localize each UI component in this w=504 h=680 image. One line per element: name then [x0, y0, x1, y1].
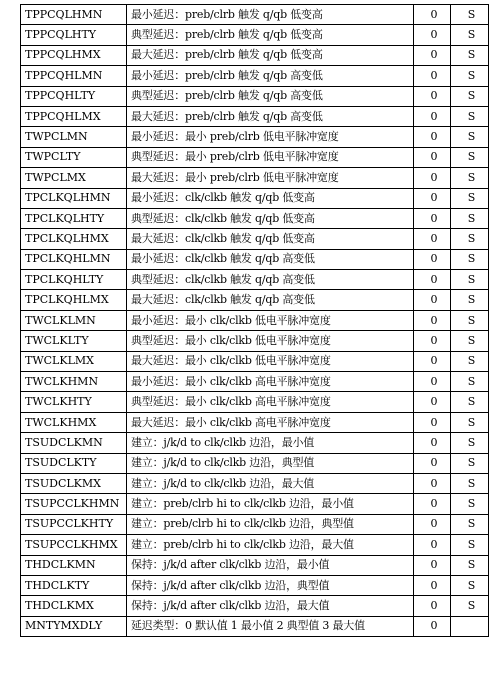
parameter-default-cell: 0 [414, 331, 451, 351]
parameter-type-cell: S [451, 514, 489, 534]
table-row [21, 575, 489, 595]
parameter-name-cell: TWCLKLTY [21, 331, 127, 351]
table-row [21, 535, 489, 555]
parameter-description-cell: 最小延迟：preb/clrb 触发 q/qb 高变低 [127, 66, 414, 86]
table-row [21, 473, 489, 493]
parameter-description-cell: 建立：preb/clrb hi to clk/clkb 边沿，最小值 [127, 494, 414, 514]
parameter-description-cell: 最大延迟：最小 preb/clrb 低电平脉冲宽度 [127, 168, 414, 188]
parameter-name-cell: TPPCQHLTY [21, 86, 127, 106]
parameter-name-cell: THDCLKMX [21, 596, 127, 616]
parameter-type-cell: S [451, 575, 489, 595]
table-row [21, 106, 489, 126]
parameter-name-cell: TWCLKHMN [21, 372, 127, 392]
parameter-default-cell: 0 [414, 310, 451, 330]
parameter-description-cell: 最大延迟：preb/clrb 触发 q/qb 低变高 [127, 45, 414, 65]
parameter-default-cell: 0 [414, 106, 451, 126]
table-row [21, 127, 489, 147]
parameter-name-cell: TWCLKLMN [21, 310, 127, 330]
parameter-type-cell: S [451, 86, 489, 106]
table-row [21, 514, 489, 534]
parameter-type-cell: S [451, 555, 489, 575]
parameter-default-cell: 0 [414, 616, 451, 636]
parameter-description-cell: 建立：j/k/d to clk/clkb 边沿，最小值 [127, 433, 414, 453]
parameter-default-cell: 0 [414, 45, 451, 65]
parameter-description-cell: 典型延迟：最小 clk/clkb 高电平脉冲宽度 [127, 392, 414, 412]
table-row [21, 147, 489, 167]
parameter-description-cell: 最小延迟：preb/clrb 触发 q/qb 低变高 [127, 5, 414, 25]
parameter-default-cell: 0 [414, 575, 451, 595]
parameter-name-cell: TWPCLTY [21, 147, 127, 167]
parameter-description-cell: 典型延迟：clk/clkb 触发 q/qb 低变高 [127, 208, 414, 228]
parameter-name-cell: TPPCQHLMX [21, 106, 127, 126]
table-row [21, 351, 489, 371]
table-row [21, 168, 489, 188]
parameter-description-cell: 最大延迟：最小 clk/clkb 低电平脉冲宽度 [127, 351, 414, 371]
table-row [21, 433, 489, 453]
parameter-type-cell: S [451, 372, 489, 392]
parameter-type-cell: S [451, 310, 489, 330]
table-row [21, 229, 489, 249]
parameter-default-cell: 0 [414, 494, 451, 514]
parameter-type-cell: S [451, 66, 489, 86]
parameter-description-cell: 建立：j/k/d to clk/clkb 边沿，典型值 [127, 453, 414, 473]
table-row [21, 5, 489, 25]
parameter-default-cell: 0 [414, 535, 451, 555]
parameter-name-cell: TWCLKLMX [21, 351, 127, 371]
parameter-name-cell: TSUDCLKMX [21, 473, 127, 493]
parameter-name-cell: TSUDCLKMN [21, 433, 127, 453]
parameter-description-cell: 建立：j/k/d to clk/clkb 边沿，最大值 [127, 473, 414, 493]
parameter-type-cell: S [451, 188, 489, 208]
table-row [21, 392, 489, 412]
parameter-description-cell: 最小延迟：最小 clk/clkb 低电平脉冲宽度 [127, 310, 414, 330]
table-row [21, 86, 489, 106]
parameter-default-cell: 0 [414, 86, 451, 106]
parameter-type-cell: S [451, 331, 489, 351]
parameter-default-cell: 0 [414, 188, 451, 208]
parameter-description-cell: 典型延迟：clk/clkb 触发 q/qb 高变低 [127, 270, 414, 290]
parameter-type-cell: S [451, 596, 489, 616]
parameter-default-cell: 0 [414, 392, 451, 412]
parameter-type-cell: S [451, 5, 489, 25]
table-row [21, 494, 489, 514]
parameter-type-cell: S [451, 453, 489, 473]
parameter-name-cell: TPCLKQHLTY [21, 270, 127, 290]
parameter-type-cell: S [451, 147, 489, 167]
parameter-name-cell: TPCLKQLHTY [21, 208, 127, 228]
parameter-default-cell: 0 [414, 555, 451, 575]
table-row [21, 45, 489, 65]
parameter-type-cell: S [451, 208, 489, 228]
parameter-name-cell: TWCLKHMX [21, 412, 127, 432]
parameter-name-cell: TPPCQLHMN [21, 5, 127, 25]
parameter-name-cell: TSUDCLKTY [21, 453, 127, 473]
parameter-table [20, 4, 489, 637]
parameter-default-cell: 0 [414, 147, 451, 167]
parameter-description-cell: 保持：j/k/d after clk/clkb 边沿，最大值 [127, 596, 414, 616]
parameter-name-cell: TSUPCCLKHMX [21, 535, 127, 555]
parameter-default-cell: 0 [414, 208, 451, 228]
parameter-default-cell: 0 [414, 168, 451, 188]
parameter-type-cell: S [451, 127, 489, 147]
table-row [21, 555, 489, 575]
parameter-type-cell: S [451, 412, 489, 432]
parameter-type-cell: S [451, 535, 489, 555]
parameter-default-cell: 0 [414, 5, 451, 25]
parameter-description-cell: 建立：preb/clrb hi to clk/clkb 边沿，最大值 [127, 535, 414, 555]
parameter-type-cell: S [451, 168, 489, 188]
parameter-table-body [21, 5, 489, 637]
parameter-default-cell: 0 [414, 453, 451, 473]
parameter-name-cell: TPPCQHLMN [21, 66, 127, 86]
parameter-description-cell: 最大延迟：clk/clkb 触发 q/qb 高变低 [127, 290, 414, 310]
table-row [21, 188, 489, 208]
parameter-default-cell: 0 [414, 433, 451, 453]
parameter-type-cell: S [451, 290, 489, 310]
parameter-type-cell [451, 616, 489, 636]
table-row [21, 412, 489, 432]
parameter-default-cell: 0 [414, 514, 451, 534]
parameter-type-cell: S [451, 249, 489, 269]
table-row [21, 596, 489, 616]
parameter-description-cell: 典型延迟：最小 clk/clkb 低电平脉冲宽度 [127, 331, 414, 351]
parameter-default-cell: 0 [414, 290, 451, 310]
parameter-description-cell: 建立：preb/clrb hi to clk/clkb 边沿，典型值 [127, 514, 414, 534]
parameter-name-cell: THDCLKTY [21, 575, 127, 595]
parameter-type-cell: S [451, 433, 489, 453]
parameter-type-cell: S [451, 473, 489, 493]
document-page [20, 4, 488, 637]
table-row [21, 249, 489, 269]
parameter-description-cell: 典型延迟：preb/clrb 触发 q/qb 高变低 [127, 86, 414, 106]
parameter-description-cell: 最小延迟：clk/clkb 触发 q/qb 低变高 [127, 188, 414, 208]
parameter-description-cell: 典型延迟：最小 preb/clrb 低电平脉冲宽度 [127, 147, 414, 167]
parameter-description-cell: 最大延迟：clk/clkb 触发 q/qb 低变高 [127, 229, 414, 249]
table-row [21, 66, 489, 86]
table-row [21, 616, 489, 636]
parameter-description-cell: 延迟类型：0 默认值 1 最小值 2 典型值 3 最大值 [127, 616, 414, 636]
parameter-default-cell: 0 [414, 596, 451, 616]
parameter-name-cell: TPPCQLHTY [21, 25, 127, 45]
parameter-name-cell: TWPCLMX [21, 168, 127, 188]
parameter-type-cell: S [451, 106, 489, 126]
table-row [21, 290, 489, 310]
parameter-name-cell: TPPCQLHMX [21, 45, 127, 65]
table-row [21, 25, 489, 45]
parameter-type-cell: S [451, 45, 489, 65]
parameter-type-cell: S [451, 494, 489, 514]
parameter-name-cell: TPCLKQHLMN [21, 249, 127, 269]
parameter-default-cell: 0 [414, 372, 451, 392]
table-row [21, 310, 489, 330]
parameter-description-cell: 典型延迟：preb/clrb 触发 q/qb 低变高 [127, 25, 414, 45]
table-row [21, 331, 489, 351]
parameter-description-cell: 保持：j/k/d after clk/clkb 边沿，典型值 [127, 575, 414, 595]
parameter-default-cell: 0 [414, 473, 451, 493]
parameter-type-cell: S [451, 270, 489, 290]
parameter-type-cell: S [451, 229, 489, 249]
parameter-name-cell: THDCLKMN [21, 555, 127, 575]
parameter-name-cell: TPCLKQLHMN [21, 188, 127, 208]
parameter-name-cell: TWCLKHTY [21, 392, 127, 412]
table-row [21, 208, 489, 228]
parameter-default-cell: 0 [414, 412, 451, 432]
parameter-default-cell: 0 [414, 249, 451, 269]
parameter-description-cell: 保持：j/k/d after clk/clkb 边沿，最小值 [127, 555, 414, 575]
parameter-default-cell: 0 [414, 270, 451, 290]
parameter-default-cell: 0 [414, 351, 451, 371]
parameter-name-cell: TWPCLMN [21, 127, 127, 147]
parameter-type-cell: S [451, 392, 489, 412]
parameter-default-cell: 0 [414, 25, 451, 45]
table-row [21, 453, 489, 473]
parameter-description-cell: 最小延迟：最小 clk/clkb 高电平脉冲宽度 [127, 372, 414, 392]
parameter-name-cell: TSUPCCLKHTY [21, 514, 127, 534]
parameter-type-cell: S [451, 351, 489, 371]
parameter-name-cell: MNTYMXDLY [21, 616, 127, 636]
parameter-type-cell: S [451, 25, 489, 45]
parameter-name-cell: TPCLKQHLMX [21, 290, 127, 310]
parameter-description-cell: 最大延迟：最小 clk/clkb 高电平脉冲宽度 [127, 412, 414, 432]
parameter-description-cell: 最小延迟：最小 preb/clrb 低电平脉冲宽度 [127, 127, 414, 147]
parameter-default-cell: 0 [414, 229, 451, 249]
parameter-name-cell: TSUPCCLKHMN [21, 494, 127, 514]
parameter-description-cell: 最小延迟：clk/clkb 触发 q/qb 高变低 [127, 249, 414, 269]
table-row [21, 372, 489, 392]
parameter-name-cell: TPCLKQLHMX [21, 229, 127, 249]
parameter-default-cell: 0 [414, 127, 451, 147]
parameter-description-cell: 最大延迟：preb/clrb 触发 q/qb 高变低 [127, 106, 414, 126]
parameter-default-cell: 0 [414, 66, 451, 86]
table-row [21, 270, 489, 290]
